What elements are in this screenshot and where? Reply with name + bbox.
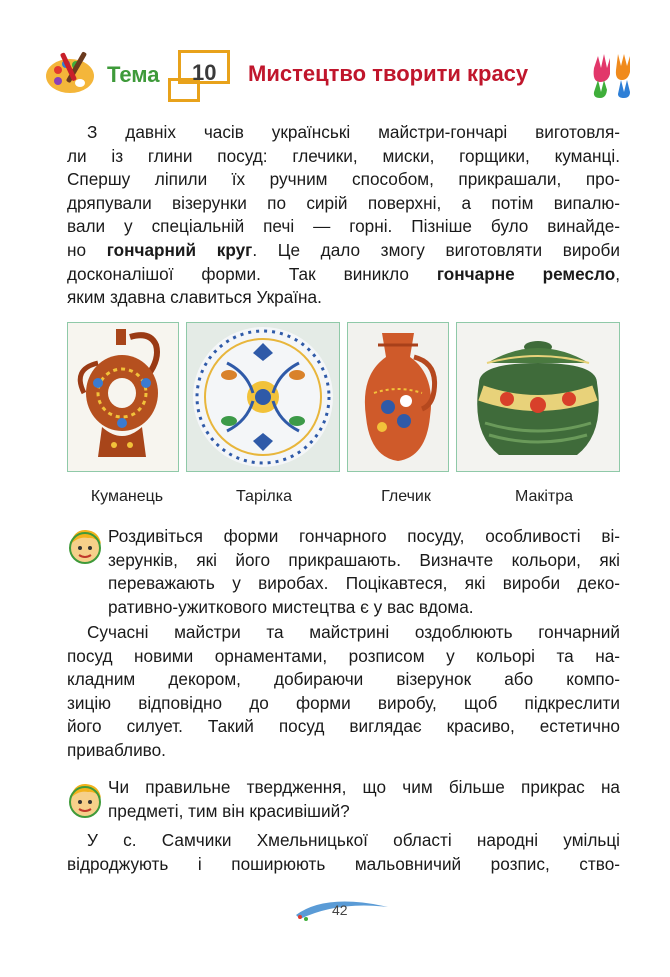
text-line: предметі, тим він красивіший? <box>108 800 350 821</box>
text-line: вали у спеціальній печі — горні. Пізніше було винайде- <box>67 216 620 237</box>
page-number: 42 <box>332 902 348 918</box>
intro-paragraph <box>67 121 620 310</box>
text-line: досконалішої форми. Так виникло гончарне ремесло, <box>67 263 620 284</box>
text-line: ли із глини посуд: глечики, миски, горщики, куманці. <box>67 145 620 166</box>
child-face-icon <box>66 781 104 819</box>
makitra-image <box>456 322 620 472</box>
child-face-icon <box>66 527 104 565</box>
topic-header <box>44 40 644 110</box>
text-line: переважають у виробах. Поцікавтеся, які вироби деко- <box>108 573 620 594</box>
term-potters-wheel: гончарний круг <box>106 239 253 260</box>
caption-kumanets: Куманець <box>90 488 164 505</box>
topic-number: 10 <box>192 60 217 85</box>
plate-image <box>186 322 340 472</box>
text-line: Чи правильне твердження, що чим більше прикрас на <box>108 777 620 797</box>
jug-image <box>347 322 449 472</box>
caption-plate: Тарілка <box>236 488 292 505</box>
text-line: відроджують і поширюють мальовничий розпис, ство- <box>67 853 620 874</box>
text-line: Роздивіться форми гончарного посуду, особливості ві- <box>108 526 620 546</box>
text-line: но гончарний круг. Це дало змогу виготовляти вироби <box>67 239 620 260</box>
painted-hands-icon <box>588 48 640 100</box>
text-line: зицію відповідно до форми виробу, щоб підкреслити <box>67 692 620 713</box>
caption-makitra: Макітра <box>514 488 574 505</box>
text-line: У с. Самчики Хмельницької області народні умільці <box>87 830 620 850</box>
kumanets-image <box>67 322 179 472</box>
text-line: кладним декором, добираючи візерунок або компо- <box>67 669 620 690</box>
text-line: Сучасні майстри та майстрині оздоблюють гончарний <box>87 622 620 642</box>
samchyky-paragraph <box>67 829 620 876</box>
text-line: його силует. Такий посуд виглядає красиво, естетично <box>67 716 620 737</box>
topic-label: Тема <box>107 62 160 87</box>
term-pottery-craft: гончарне ремесло <box>436 263 616 284</box>
caption-jug: Глечик <box>381 488 431 505</box>
text-line: зерунків, які його прикрашають. Визначте кольори, які <box>108 549 620 570</box>
text-line: дряпували візерунки по сирій поверхні, а потім випалю- <box>67 192 620 213</box>
text-line: посуд новими орнаментами, розписом у кольорі та на- <box>67 645 620 666</box>
text-line: З давніх часів українські майстри-гончарі виготовля- <box>87 122 620 142</box>
text-line: Спершу ліпили їх ручним способом, прикрашали, про- <box>67 169 620 190</box>
question-observe <box>108 525 620 619</box>
text-line: яким здавна славиться Україна. <box>67 287 322 308</box>
palette-icon <box>44 48 100 96</box>
topic-title: Мистецтво творити красу <box>248 61 529 86</box>
text-line: привабливо. <box>67 739 166 760</box>
text-line: ративно-ужиткового мистецтва є у вас вдома. <box>108 596 474 617</box>
modern-masters-paragraph <box>67 621 620 763</box>
question-decoration <box>108 776 620 823</box>
